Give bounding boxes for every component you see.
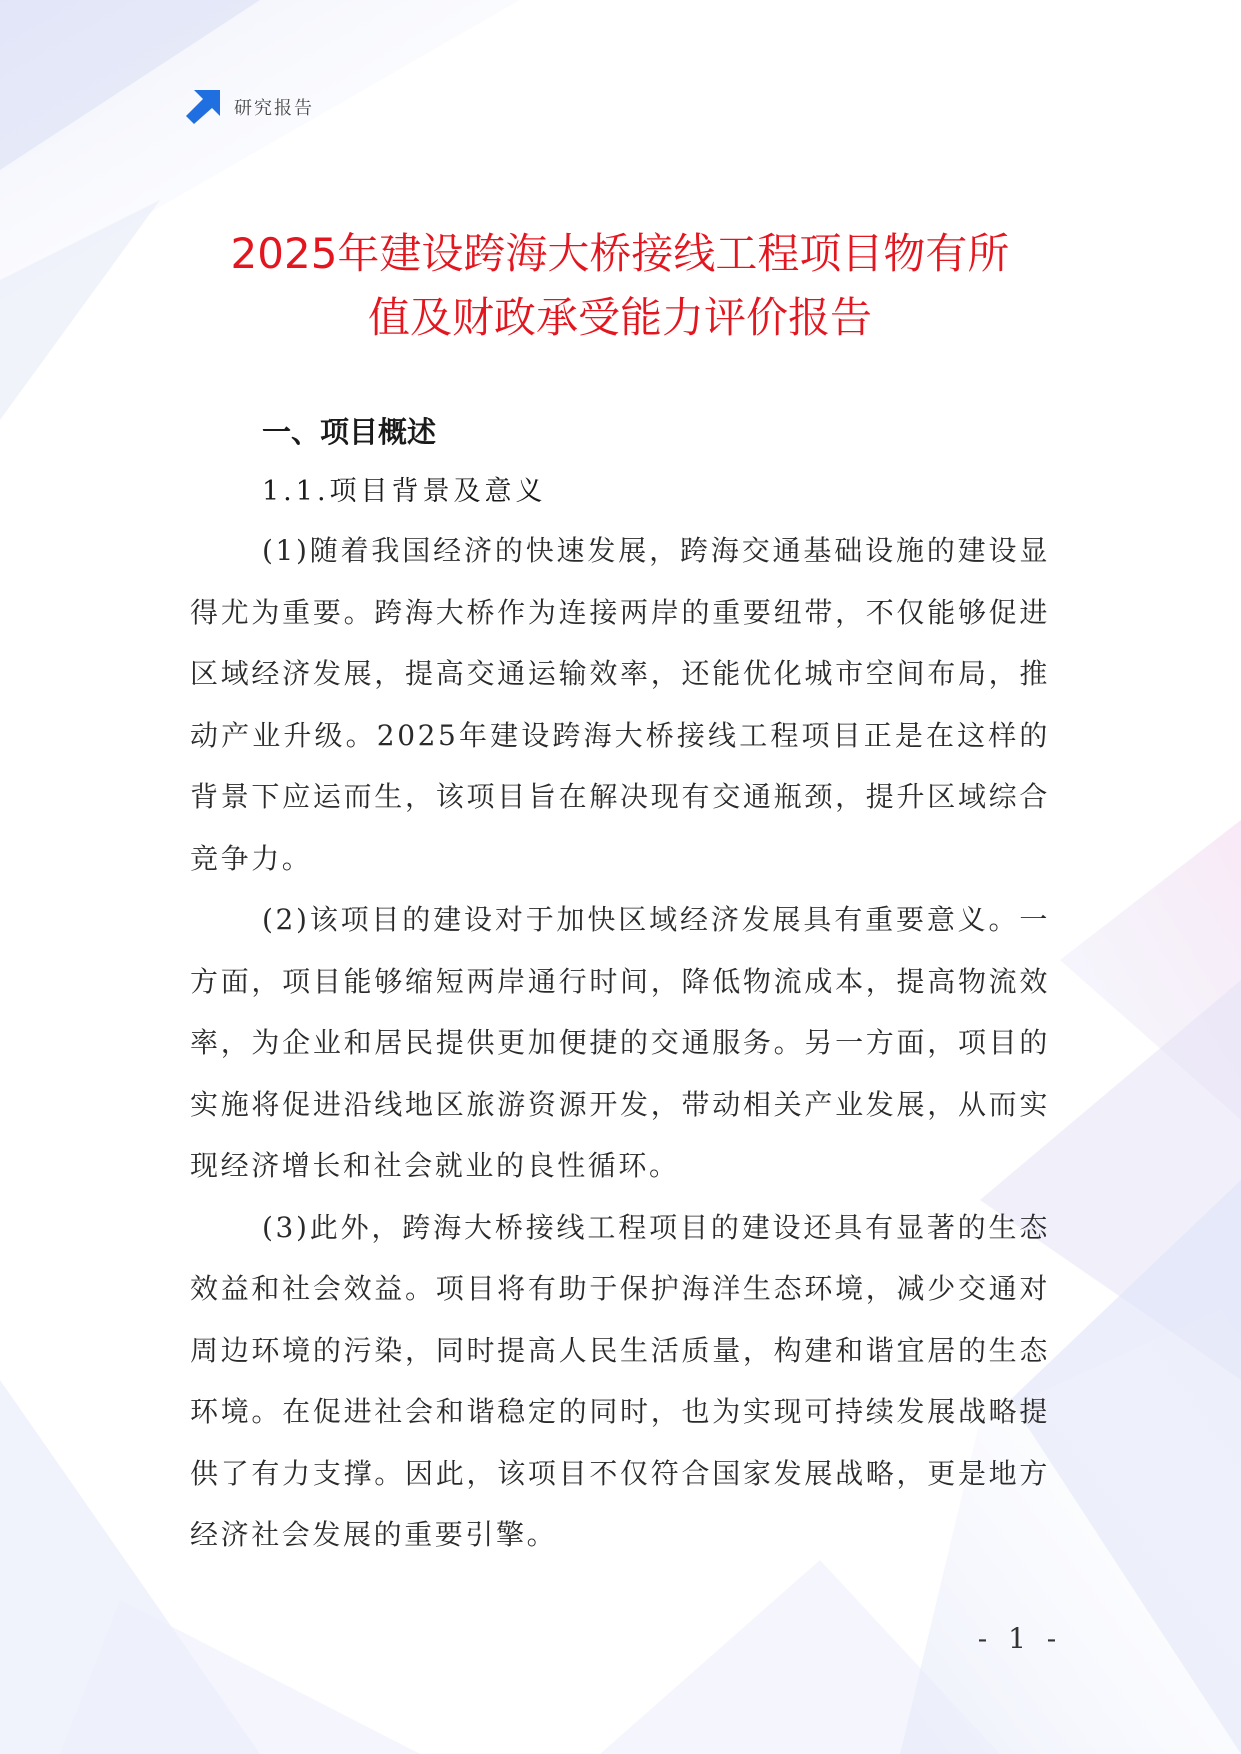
report-header bbox=[186, 90, 314, 124]
document-title bbox=[150, 222, 1090, 350]
header-label: 研究报告 bbox=[234, 98, 314, 119]
paragraph-2: (2)该项目的建设对于加快区域经济发展具有重要意义。一方面，项目能够缩短两岸通行时间，降低物流成本，提高物流效率，为企业和居民提供更加便捷的交通服务。另一方面，项目的实施将促进沿线地区旅游资源开发，带动相关产业发展，从而实现经济增长和社会就业的良性循环。 bbox=[190, 903, 1050, 1182]
paragraph-3: (3)此外，跨海大桥接线工程项目的建设还具有显著的生态效益和社会效益。项目将有助于保护海洋生态环境，减少交通对周边环境的污染，同时提高人民生活质量，构建和谐宜居的生态环境。在促进社会和谐稳定的同时，也为实现可持续发展战略提供了有力支撑。因此，该项目不仅符合国家发展战略，更是地方经济社会发展的重要引擎。 bbox=[190, 1210, 1050, 1551]
page-number: - 1 - bbox=[977, 1622, 1063, 1655]
paragraph-1: (1)随着我国经济的快速发展，跨海交通基础设施的建设显得尤为重要。跨海大桥作为连接两岸的重要纽带，不仅能够促进区域经济发展，提高交通运输效率，还能优化城市空间布局，推动产业升级。2025年建设跨海大桥接线工程项目正是在这样的背景下应运而生，该项目旨在解决现有交通瓶颈，提升区域综合竞争力。 bbox=[190, 534, 1050, 875]
section-heading: 一、项目概述 bbox=[262, 415, 437, 449]
title-line-2: 值及财政承受能力评价报告 bbox=[367, 293, 872, 342]
title-line-1: 2025年建设跨海大桥接线工程项目物有所 bbox=[230, 229, 1010, 278]
arrow-up-right-icon bbox=[186, 90, 220, 124]
document-body bbox=[190, 412, 1050, 1566]
subsection-heading: 1.1.项目背景及意义 bbox=[262, 476, 547, 507]
